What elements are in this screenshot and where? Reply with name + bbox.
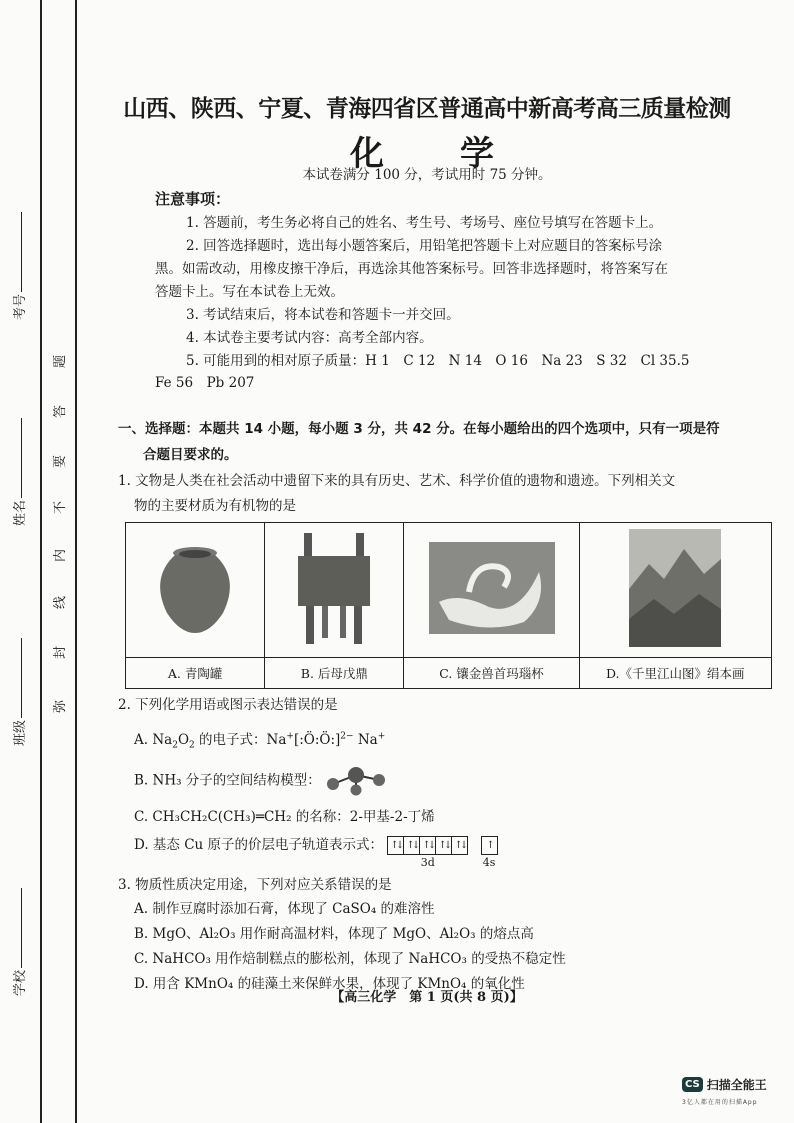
seal-char: 封 xyxy=(53,645,69,660)
orbital-3d-label: 3d xyxy=(420,856,435,869)
notice-item: Fe 56 Pb 207 xyxy=(155,375,255,391)
orbital-box: ↑↓ xyxy=(436,837,452,854)
notice-item: 1. 答题前，考生务必将自己的姓名、考生号、考场号、座位号填写在答题卡上。 xyxy=(186,215,663,231)
relic-image-bronze-ding xyxy=(265,523,404,658)
seal-char: 题 xyxy=(53,354,69,369)
pottery-jar-icon xyxy=(145,533,245,643)
seal-char: 答 xyxy=(53,404,69,419)
q2-option-b: B. NH₃ 分子的空间结构模型： xyxy=(134,766,387,796)
seal-char: 弥 xyxy=(53,699,69,714)
bronze-ding-icon xyxy=(284,528,384,648)
option-label: B. 后母戊鼎 xyxy=(265,657,404,688)
field-name: 姓名 xyxy=(13,412,29,532)
field-class: 班级 xyxy=(13,632,29,752)
agate-cup-icon xyxy=(429,542,555,634)
notice-item: 4. 本试卷主要考试内容：高考全部内容。 xyxy=(186,330,433,346)
q1-stem: 1. 文物是人类在社会活动中遗留下来的具有历史、艺术、科学价值的遗物和遗迹。下列相关文 xyxy=(118,473,676,489)
camscanner-logo: CS xyxy=(682,1077,703,1092)
orbital-box: ↑↓ xyxy=(454,840,466,851)
q2-stem: 2. 下列化学用语或图示表达错误的是 xyxy=(118,697,338,713)
exam-title: 山西、陕西、宁夏、青海四省区普通高中新高考高三质量检测 xyxy=(123,96,731,122)
orbital-box: ↑ xyxy=(486,840,492,851)
notice-item: 答题卡上。写在本试卷上无效。 xyxy=(155,284,344,300)
notice-item: 5. 可能用到的相对原子质量：H 1 C 12 N 14 O 16 Na 23 S 32 Cl 35.5 xyxy=(186,353,690,369)
section-heading: 合题目要求的。 xyxy=(143,447,238,463)
seal-char: 不 xyxy=(53,500,69,515)
scanner-watermark xyxy=(682,1076,767,1106)
q2-option-d: D. 基态 Cu 原子的价层电子轨道表示式： ↑↓ ↑↓ ↑↓ ↑↓ ↑↓ 3d ↑ 4s xyxy=(134,836,498,855)
option-label: A. 青陶罐 xyxy=(126,657,265,688)
page-footer: 【高三化学 第 1 页(共 8 页)】 xyxy=(331,990,523,1005)
watermark-name: 扫描全能王 xyxy=(706,1078,767,1092)
section-heading: 一、选择题：本题共 14 小题，每小题 3 分，共 42 分。在每小题给出的四个选项中，只有一项是符 xyxy=(118,421,720,437)
seal-char: 内 xyxy=(53,548,69,563)
field-exam-number: 考号 xyxy=(13,206,29,326)
q3-option: B. MgO、Al₂O₃ 用作耐高温材料，体现了 MgO、Al₂O₃ 的熔点高 xyxy=(134,926,534,942)
orbital-box: ↑↓ xyxy=(420,837,436,854)
q3-option: A. 制作豆腐时添加石膏，体现了 CaSO₄ 的难溶性 xyxy=(134,901,435,917)
q3-option: C. NaHCO₃ 用作焙制糕点的膨松剂，体现了 NaHCO₃ 的受热不稳定性 xyxy=(134,951,566,967)
relic-image-agate-cup xyxy=(404,523,579,658)
notice-item: 3. 考试结束后，将本试卷和答题卡一并交回。 xyxy=(186,307,460,323)
q3-stem: 3. 物质性质决定用途，下列对应关系错误的是 xyxy=(118,877,392,893)
nh3-model-icon xyxy=(325,766,387,796)
option-label: C. 镶金兽首玛瑙杯 xyxy=(404,657,579,688)
orbital-box: ↑↓ xyxy=(404,837,420,854)
orbital-3d xyxy=(387,836,468,869)
notice-item: 2. 回答选择题时，选出每小题答案后，用铅笔把答题卡上对应题目的答案标号涂 xyxy=(186,238,663,254)
notice-heading: 注意事项： xyxy=(155,190,231,208)
q2-option-a: A. $Na_2O_2$ 的电子式：Na+[:Ö:Ö:]$^{2-}$ Na+ xyxy=(134,731,386,751)
seal-char: 线 xyxy=(53,595,69,610)
relic-image-pottery-jar xyxy=(126,523,265,658)
landscape-painting-icon xyxy=(629,529,721,647)
orbital-box: ↑↓ xyxy=(388,837,404,854)
q3-option: D. 用含 KMnO₄ 的硅藻土来保鲜水果，体现了 KMnO₄ 的氧化性 xyxy=(134,976,525,992)
subject-title: 化 学 xyxy=(350,134,494,174)
exam-info: 本试卷满分 100 分，考试用时 75 分钟。 xyxy=(302,167,552,183)
watermark-tagline: 3亿人都在用的扫描App xyxy=(682,1099,758,1106)
seal-char: 要 xyxy=(53,454,69,469)
notice-item: 黑。如需改动，用橡皮擦干净后，再选涂其他答案标号。回答非选择题时，将答案写在 xyxy=(155,261,668,277)
q2-option-c: C. CH₃CH₂C(CH₃)═CH₂ 的名称：2-甲基-2-丁烯 xyxy=(134,809,435,825)
relic-image-landscape-painting xyxy=(579,523,771,658)
option-label: D.《千里江山图》绢本画 xyxy=(579,657,771,688)
q1-stem: 物的主要材质为有机物的是 xyxy=(134,498,296,514)
field-school: 学校 xyxy=(13,882,29,1002)
orbital-4s xyxy=(481,836,498,869)
orbital-4s-label: 4s xyxy=(482,856,496,869)
relics-table xyxy=(125,522,772,689)
